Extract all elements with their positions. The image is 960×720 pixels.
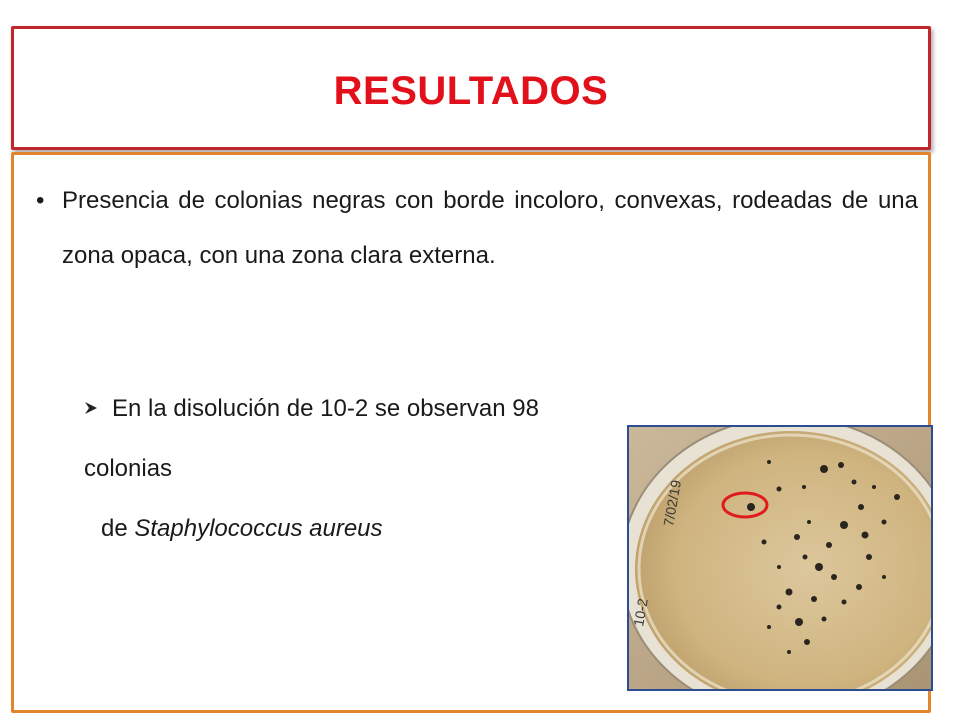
- petri-dish-photo: [627, 425, 933, 691]
- sub-bullet-line-1: [84, 379, 624, 499]
- slide-title: RESULTADOS: [333, 68, 609, 113]
- title-box: [11, 26, 931, 150]
- content-box: [11, 152, 931, 713]
- petri-dish-image: [629, 427, 931, 689]
- arrow-bullet-icon: [84, 401, 98, 415]
- dish-dilution-label: 10-2: [630, 597, 651, 628]
- bullet-dot: •: [36, 187, 45, 214]
- sub-bullet-item: [84, 379, 624, 559]
- species-name: Staphylococcus aureus: [134, 515, 383, 542]
- sub-bullet-line-2: [84, 499, 624, 559]
- sub-bullet-prefix: de: [101, 515, 135, 542]
- dish-date-label: 7/02/19: [660, 478, 685, 528]
- bullet-text: Presencia de colonias negras con borde incoloro, convexas, rodeadas de una zona opaca, con una zona clara externa.: [62, 187, 918, 269]
- bullet-item: [36, 173, 918, 283]
- sub-bullet-text-1: En la disolución de 10-2 se observan 98 colonias: [84, 395, 539, 482]
